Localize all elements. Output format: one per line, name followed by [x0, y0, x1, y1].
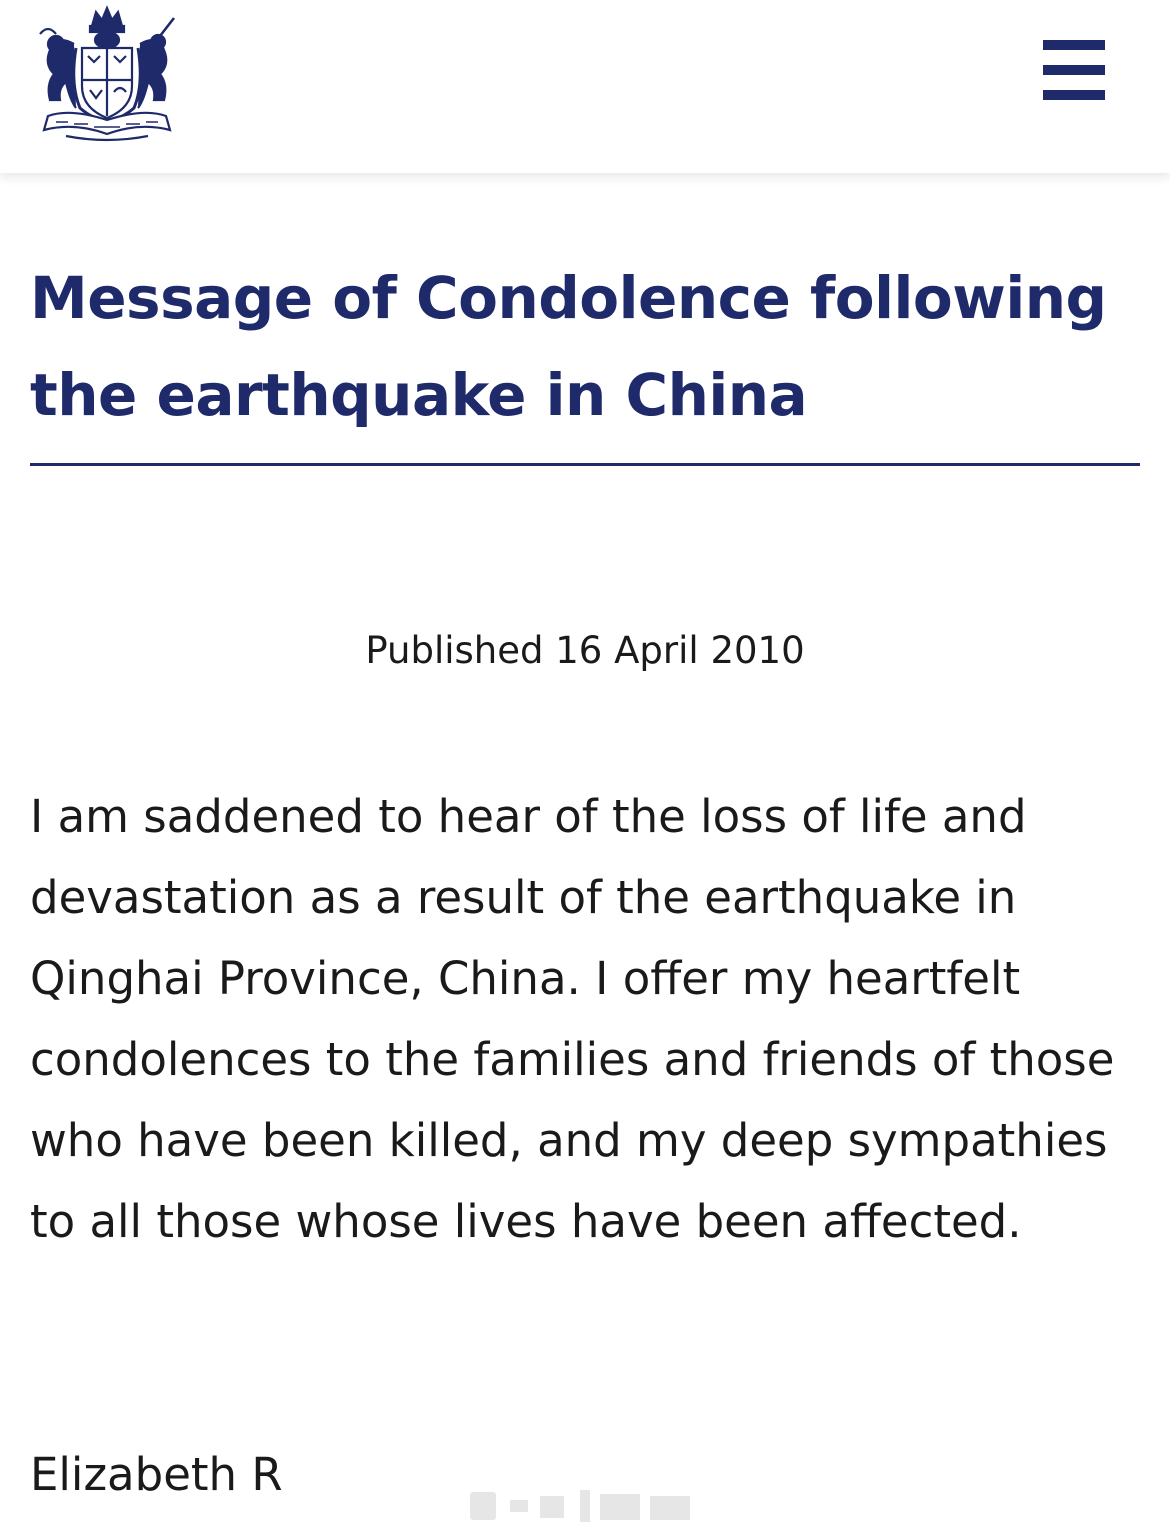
hamburger-menu-icon: [1043, 40, 1105, 50]
watermark-icon: [470, 1486, 710, 1526]
menu-button[interactable]: [1043, 40, 1105, 102]
message-body: I am saddened to hear of the loss of life and devastation as a result of the earthquake in Qinghai Province, China. I offer my heartfelt condolences to the families and friends of those who have been killed, and my deep sympathies to all those whose lives have been affected.: [30, 790, 1115, 1248]
site-header: [0, 0, 1170, 173]
hamburger-menu-icon-bar: [1043, 90, 1105, 100]
royal-coat-of-arms-icon[interactable]: [30, 4, 184, 144]
page-title: Message of Condolence following the earthquake in China: [30, 264, 1107, 429]
published-date: Published 16 April 2010: [365, 629, 805, 672]
hamburger-menu-icon-bar: [1043, 65, 1105, 75]
signature: Elizabeth R: [30, 1448, 283, 1501]
title-divider: [30, 463, 1140, 466]
